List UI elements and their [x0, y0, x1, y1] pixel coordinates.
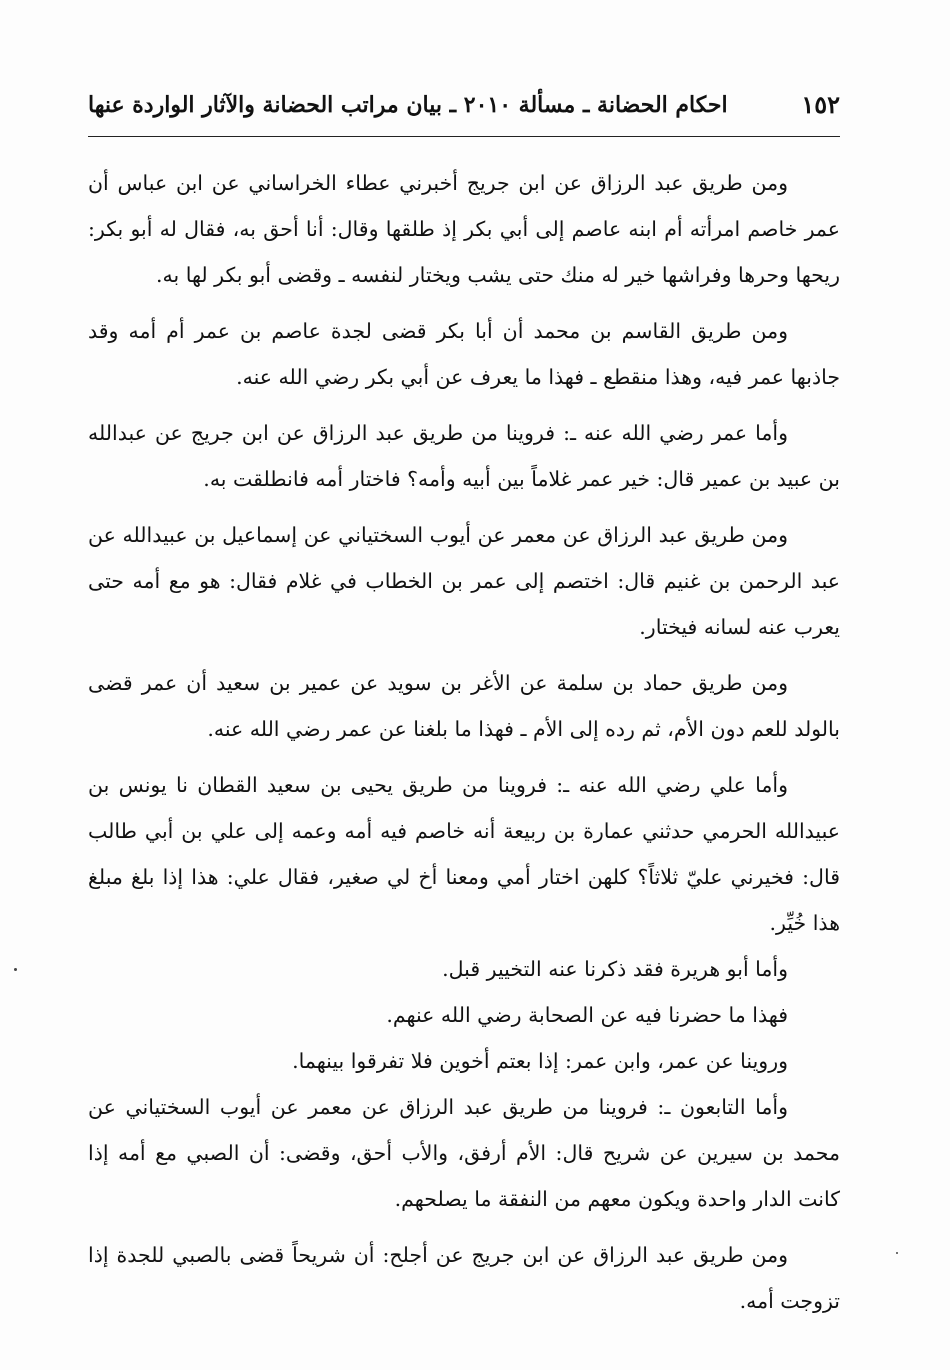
- paragraph-abu-bakr-1: ومن طريق عبد الرزاق عن ابن جريج أخبرني عطاء الخراساني عن ابن عباس أن عمر خاصم امرأته أم ابنه عاصم إلى أبي بكر إذ طلقها وقال: أنا أحق به، فقال له أبو بكر: ريحها وحرها وفراشها خير له منك حتى يشب ويختار لنفسه ـ وقضى أبو بكر لها به.: [88, 171, 840, 287]
- paragraph-tabiun-1: وأما التابعون ـ: فروينا من طريق عبد الرزاق عن معمر عن أيوب السختياني عن محمد بن سيرين عن شريح قال: الأم أرفق، والأب أحق، وقضى: أن الصبي مع أمه إذا كانت الدار واحدة ويكون معهم من النفقة ما يصلحهم.: [88, 1095, 840, 1211]
- paragraph-abu-hurayra: وأما أبو هريرة فقد ذكرنا عنه التخيير قبل.: [442, 957, 788, 981]
- paragraph-umar-1: وأما عمر رضي الله عنه ـ: فروينا من طريق عبد الرزاق عن ابن جريج عن عبدالله بن عبيد بن عمير قال: خير عمر غلاماً بين أبيه وأمه؟ فاختار أمه فانطلقت به.: [88, 421, 840, 491]
- paragraph-brothers: وروينا عن عمر، وابن عمر: إذا بعتم أخوين فلا تفرقوا بينهما.: [292, 1049, 788, 1073]
- page-header: [88, 88, 840, 124]
- running-title: احكام الحضانة ـ مسألة ٢٠١٠ ـ بيان مراتب الحضانة والآثار الواردة عنها: [88, 92, 728, 118]
- page-number: ١٥٢: [801, 90, 840, 119]
- paragraph-ali: وأما علي رضي الله عنه ـ: فروينا من طريق يحيى بن سعيد القطان نا يونس بن عبيدالله الحرمي حدثني عمارة بن ربيعة أنه خاصم فيه أمه وعمه إلى علي بن أبي طالب قال: فخيرني عليّ ثلاثاً؟ كلهن اختار أمي ومعنا أخ لي صغير، فقال علي: هذا إذا بلغ مبلغ هذا خُيِّر.: [88, 773, 840, 935]
- paragraph-tabiun-2: ومن طريق عبد الرزاق عن ابن جريج عن أجلح: أن شريحاً قضى بالصبي للجدة إذا تزوجت أمه.: [88, 1243, 840, 1313]
- paragraph-umar-2: ومن طريق عبد الرزاق عن معمر عن أيوب السختياني عن إسماعيل بن عبيدالله عن عبد الرحمن بن غنيم قال: اختصم إلى عمر بن الخطاب في غلام فقال: هو مع أمه حتى يعرب عنه لسانه فيختار.: [88, 523, 840, 639]
- paragraph-companions-summary: فهذا ما حضرنا فيه عن الصحابة رضي الله عنهم.: [386, 1003, 788, 1027]
- scan-speck: [14, 968, 17, 971]
- paragraph-abu-bakr-2: ومن طريق القاسم بن محمد أن أبا بكر قضى لجدة عاصم بن عمر أم أمه وقد جاذبها عمر فيه، وهذا منقطع ـ فهذا ما يعرف عن أبي بكر رضي الله عنه.: [88, 319, 840, 389]
- header-divider: [88, 136, 840, 137]
- page-body: [88, 160, 840, 1334]
- scan-speck: [896, 1252, 898, 1254]
- paragraph-umar-3: ومن طريق حماد بن سلمة عن الأغر بن سويد عن عمير بن سعيد أن عمر قضى بالولد للعم دون الأم، ثم رده إلى الأم ـ فهذا ما بلغنا عن عمر رضي الله عنه.: [88, 671, 840, 741]
